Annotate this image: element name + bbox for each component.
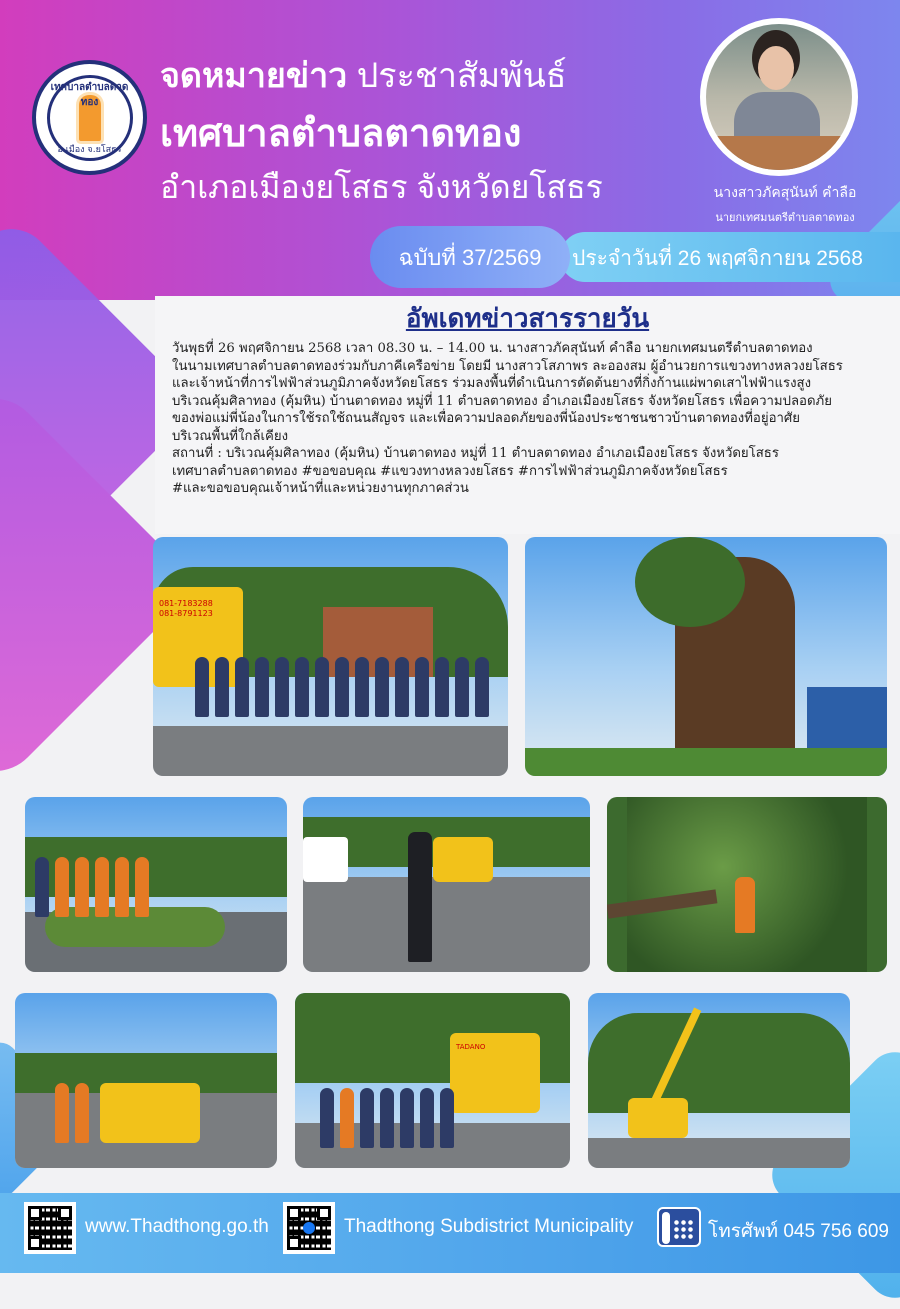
article-line: ของพ่อแม่พี่น้องในการใช้รถใช้ถนนสัญจร และเพื่อความปลอดภัยของพี่น้องประชาชนชาวบ้านตาดทองที่อยู่อาศัย xyxy=(172,411,800,426)
crane-truck xyxy=(433,837,493,882)
website-link[interactable]: www.Thadthong.go.th xyxy=(85,1216,269,1237)
article-body xyxy=(172,340,887,498)
newsletter-title xyxy=(160,48,567,102)
pickup-truck xyxy=(100,1083,200,1143)
portrait-head xyxy=(758,46,794,90)
crane-truck xyxy=(450,1033,540,1113)
workers xyxy=(35,857,149,917)
officer xyxy=(408,832,432,962)
photo-pickup-truck-road xyxy=(15,993,277,1168)
mayor-name: นางสาวภัคสุนันท์ คำลือ xyxy=(713,185,857,201)
article-line: บริเวณคุ้มศิลาทอง (คุ้มหิน) บ้านตาดทอง หมู่ที่ 11 ตำบลตาดทอง อำเภอเมืองยโสธร จังหวัดยโสธร เพื่อความปลอดภัย xyxy=(172,393,832,409)
article-line: สถานที่ : บริเวณคุ้มศิลาทอง (คุ้มหิน) บ้านตาดทอง หมู่ที่ 11 ตำบลตาดทอง อำเภอเมืองยโสธร จังหวัดยโสธร xyxy=(172,446,779,461)
municipality-logo xyxy=(32,60,147,175)
photo-trimmed-tree xyxy=(525,537,887,776)
article-line: และเจ้าหน้าที่การไฟฟ้าส่วนภูมิภาคจังหวัดยโสธร ร่วมลงพื้นที่ดำเนินการตัดต้นยางที่กิ่งก้านแผ่พาดเสาไฟฟ้าแรงสูง xyxy=(172,376,812,391)
truck-phone-2: 081-8791123 xyxy=(159,609,213,618)
people-group xyxy=(195,657,489,717)
article-line: ในนามเทศบาลตำบลตาดทองร่วมกับภาคีเครือข่าย โดยมี นางสาวโสภาพร ละอองสม ผู้อำนวยการแขวงทางหลวงยโสธร xyxy=(172,358,843,374)
phone-number[interactable]: โทรศัพท์ 045 756 609 xyxy=(708,1221,889,1242)
photo-group-with-truck xyxy=(153,537,508,776)
workers xyxy=(55,1083,89,1143)
title-thin: ประชาสัมพันธ์ xyxy=(356,57,567,95)
photo-traffic-officer xyxy=(303,797,590,972)
parked-car xyxy=(303,837,348,882)
facebook-icon xyxy=(303,1222,315,1234)
photo-worker-in-tree xyxy=(607,797,887,972)
article-heading: อัพเดทข่าวสารรายวัน xyxy=(405,303,650,333)
photo-team-with-crane xyxy=(295,993,570,1168)
worker-in-bucket xyxy=(735,877,755,933)
portrait-desk xyxy=(706,136,852,170)
issue-number: ฉบับที่ 37/2569 xyxy=(370,226,570,288)
article-line: เทศบาลตำบลตาดทอง #ขอขอบคุณ #แขวงทางหลวงยโสธร #การไฟฟ้าส่วนภูมิภาคจังหวัดยโสธร xyxy=(172,463,728,479)
truck-phone-1: 081-7183288 xyxy=(159,599,213,608)
article-line: บริเวณพื้นที่ใกล้เคียง xyxy=(172,428,289,444)
photo-workers-clearing-branches xyxy=(25,797,287,972)
website-qr-code[interactable] xyxy=(24,1202,76,1254)
org-name: เทศบาลตำบลตาดทอง xyxy=(160,113,522,155)
title-bold: จดหมายข่าว xyxy=(160,57,348,95)
crane-brand: TADANO xyxy=(456,1043,486,1051)
article-line: #และขอขอบคุณเจ้าหน้าที่และหน่วยงานทุกภาคส่วน xyxy=(172,481,469,496)
facebook-page-name[interactable]: Thadthong Subdistrict Municipality xyxy=(344,1216,634,1237)
logo-top-text: เทศบาลตำบลตาดทอง xyxy=(50,81,129,108)
article-line: วันพุธที่ 26 พฤศจิกายน 2568 เวลา 08.30 น. – 14.00 น. นางสาวภัคสุนันท์ คำลือ นายกเทศมนตรีตำบลตาดทอง xyxy=(172,341,813,356)
mayor-role: นายกเทศมนตรีตำบลตาดทอง xyxy=(715,211,855,224)
people-group xyxy=(320,1088,454,1148)
logo-bottom-text: อ.เมือง จ.ยโสธร xyxy=(57,144,122,155)
issue-date: ประจำวันที่ 26 พฤศจิกายน 2568 xyxy=(572,247,863,270)
crane-truck xyxy=(628,1098,688,1138)
photo-crane-at-tree xyxy=(588,993,850,1168)
telephone-icon xyxy=(657,1207,701,1247)
district-name: อำเภอเมืองยโสธร จังหวัดยโสธร xyxy=(160,169,603,205)
facebook-qr-code[interactable] xyxy=(283,1202,335,1254)
mayor-portrait xyxy=(700,18,858,176)
tree-leaves xyxy=(635,537,745,627)
